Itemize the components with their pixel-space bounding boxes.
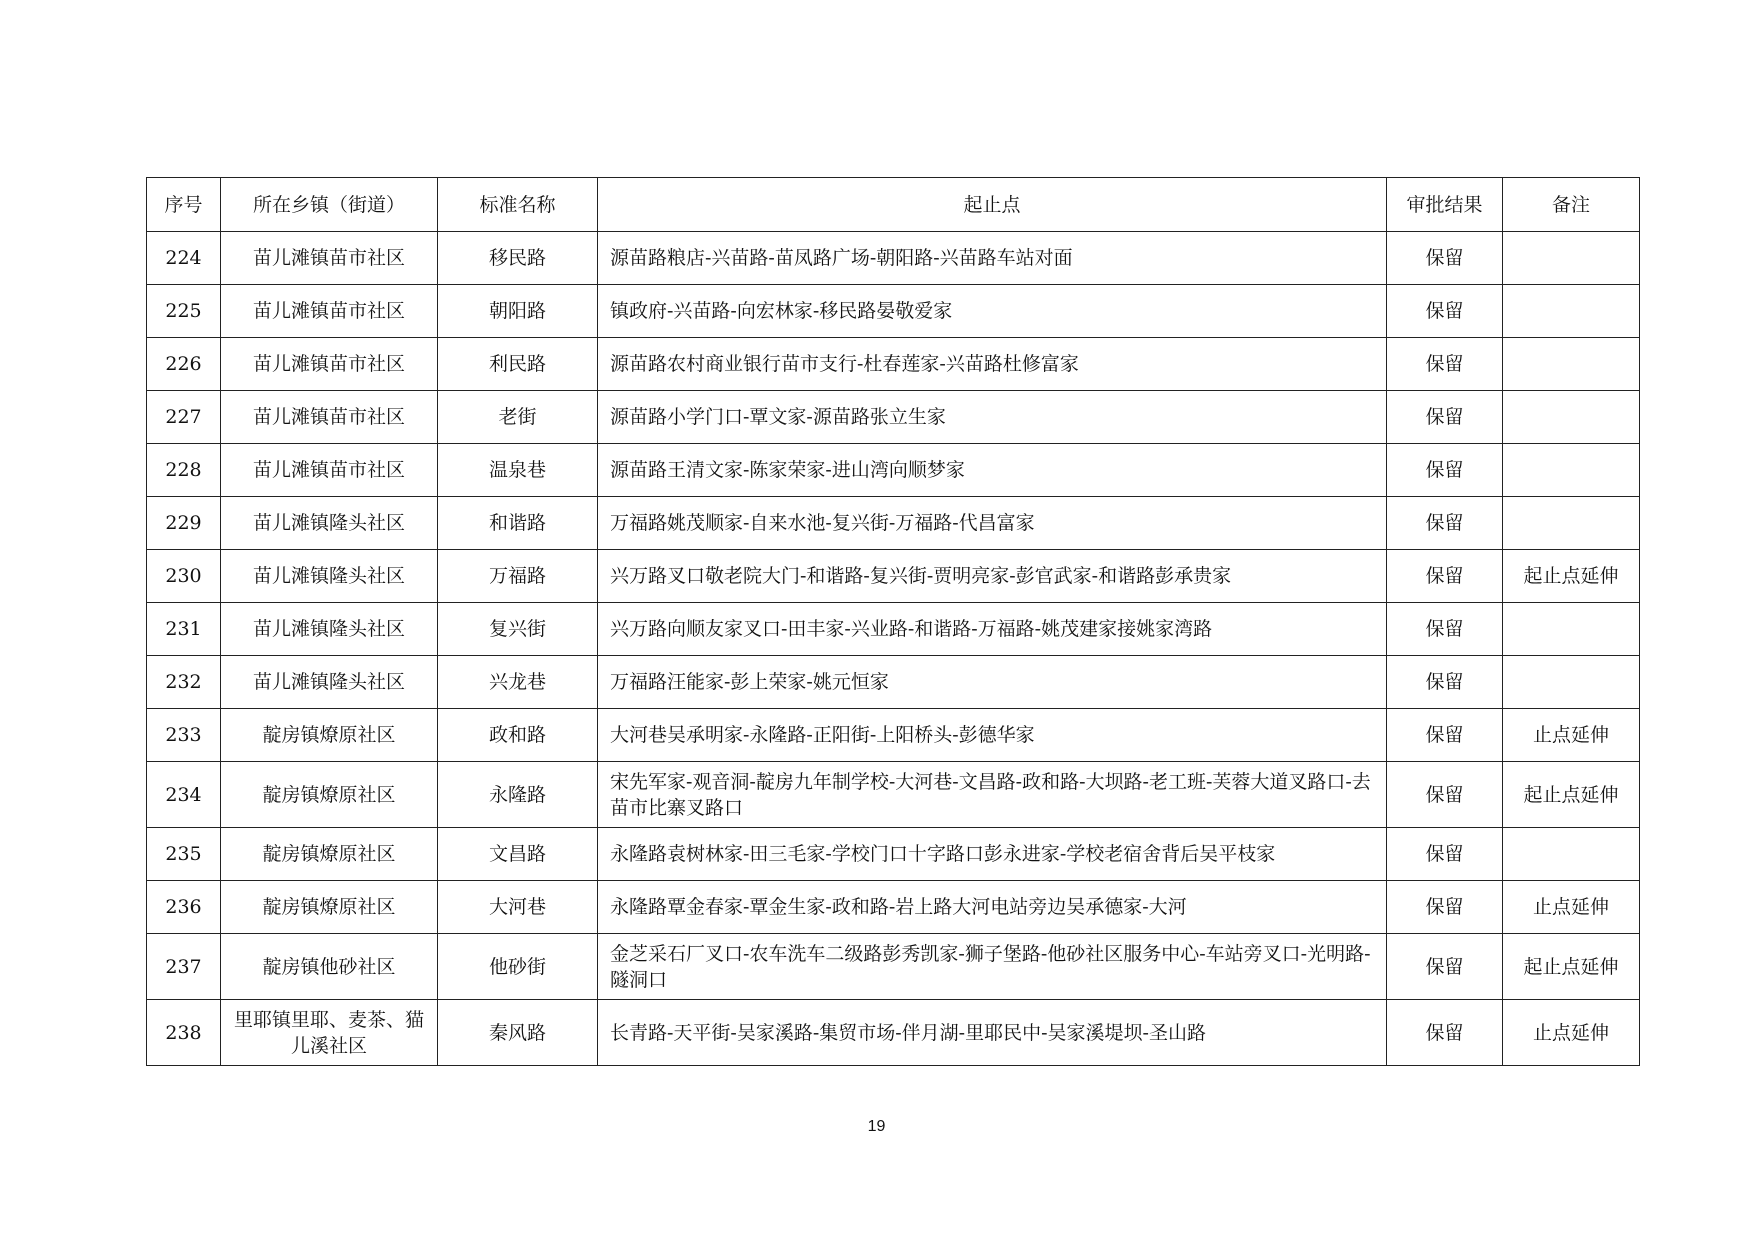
cell-index: 234 (147, 762, 221, 828)
table-row (147, 762, 1640, 828)
cell-index: 231 (147, 603, 221, 656)
cell-remark: 止点延伸 (1503, 881, 1640, 934)
header-result: 审批结果 (1387, 178, 1503, 232)
cell-result: 保留 (1387, 881, 1503, 934)
cell-remark: 止点延伸 (1503, 1000, 1640, 1066)
cell-township: 苗儿滩镇苗市社区 (221, 391, 438, 444)
cell-name: 永隆路 (438, 762, 598, 828)
cell-result: 保留 (1387, 762, 1503, 828)
header-remark: 备注 (1503, 178, 1640, 232)
cell-name: 兴龙巷 (438, 656, 598, 709)
cell-result: 保留 (1387, 603, 1503, 656)
cell-route: 源苗路王清文家-陈家荣家-进山湾向顺梦家 (598, 444, 1387, 497)
cell-name: 万福路 (438, 550, 598, 603)
cell-index: 230 (147, 550, 221, 603)
cell-township: 靛房镇燎原社区 (221, 828, 438, 881)
cell-result: 保留 (1387, 656, 1503, 709)
cell-township: 苗儿滩镇隆头社区 (221, 497, 438, 550)
cell-index: 224 (147, 232, 221, 285)
cell-name: 他砂街 (438, 934, 598, 1000)
header-route: 起止点 (598, 178, 1387, 232)
table-row (147, 285, 1640, 338)
cell-route: 永隆路袁树林家-田三毛家-学校门口十字路口彭永进家-学校老宿舍背后吴平枝家 (598, 828, 1387, 881)
cell-township: 靛房镇燎原社区 (221, 881, 438, 934)
cell-index: 229 (147, 497, 221, 550)
cell-township: 靛房镇燎原社区 (221, 762, 438, 828)
cell-route: 万福路姚茂顺家-自来水池-复兴街-万福路-代昌富家 (598, 497, 1387, 550)
cell-name: 文昌路 (438, 828, 598, 881)
cell-index: 235 (147, 828, 221, 881)
cell-result: 保留 (1387, 828, 1503, 881)
table-row (147, 881, 1640, 934)
page-number: 19 (867, 1118, 886, 1135)
table-row (147, 391, 1640, 444)
cell-index: 237 (147, 934, 221, 1000)
cell-remark (1503, 285, 1640, 338)
cell-result: 保留 (1387, 550, 1503, 603)
table-row (147, 550, 1640, 603)
cell-route: 金芝采石厂叉口-农车洗车二级路彭秀凯家-狮子堡路-他砂社区服务中心-车站旁叉口-光明路-隧洞口 (598, 934, 1387, 1000)
cell-index: 228 (147, 444, 221, 497)
cell-route: 万福路汪能家-彭上荣家-姚元恒家 (598, 656, 1387, 709)
cell-result: 保留 (1387, 444, 1503, 497)
cell-name: 温泉巷 (438, 444, 598, 497)
cell-name: 利民路 (438, 338, 598, 391)
cell-route: 大河巷吴承明家-永隆路-正阳街-上阳桥头-彭德华家 (598, 709, 1387, 762)
cell-route: 源苗路农村商业银行苗市支行-杜春莲家-兴苗路杜修富家 (598, 338, 1387, 391)
table-row (147, 603, 1640, 656)
cell-remark (1503, 338, 1640, 391)
cell-township: 苗儿滩镇苗市社区 (221, 338, 438, 391)
cell-route: 镇政府-兴苗路-向宏林家-移民路晏敬爱家 (598, 285, 1387, 338)
cell-remark (1503, 391, 1640, 444)
cell-township: 苗儿滩镇隆头社区 (221, 603, 438, 656)
cell-result: 保留 (1387, 285, 1503, 338)
table-row (147, 656, 1640, 709)
cell-result: 保留 (1387, 497, 1503, 550)
cell-route: 永隆路覃金春家-覃金生家-政和路-岩上路大河电站旁边吴承德家-大河 (598, 881, 1387, 934)
cell-township: 苗儿滩镇隆头社区 (221, 656, 438, 709)
cell-route: 宋先军家-观音洞-靛房九年制学校-大河巷-文昌路-政和路-大坝路-老工班-芙蓉大道叉路口-去苗市比寨叉路口 (598, 762, 1387, 828)
table-row (147, 338, 1640, 391)
cell-township: 靛房镇燎原社区 (221, 709, 438, 762)
cell-township: 靛房镇他砂社区 (221, 934, 438, 1000)
cell-result: 保留 (1387, 232, 1503, 285)
header-name: 标准名称 (438, 178, 598, 232)
cell-route: 兴万路叉口敬老院大门-和谐路-复兴街-贾明亮家-彭官武家-和谐路彭承贵家 (598, 550, 1387, 603)
cell-result: 保留 (1387, 934, 1503, 1000)
table-body (147, 232, 1640, 1066)
cell-remark (1503, 444, 1640, 497)
cell-name: 朝阳路 (438, 285, 598, 338)
table-row (147, 497, 1640, 550)
cell-index: 233 (147, 709, 221, 762)
cell-name: 移民路 (438, 232, 598, 285)
cell-index: 227 (147, 391, 221, 444)
cell-township: 苗儿滩镇苗市社区 (221, 285, 438, 338)
cell-name: 秦风路 (438, 1000, 598, 1066)
table-row (147, 828, 1640, 881)
cell-result: 保留 (1387, 709, 1503, 762)
table-row (147, 444, 1640, 497)
cell-remark: 止点延伸 (1503, 709, 1640, 762)
cell-route: 长青路-天平街-吴家溪路-集贸市场-伴月湖-里耶民中-吴家溪堤坝-圣山路 (598, 1000, 1387, 1066)
cell-index: 232 (147, 656, 221, 709)
table-header-row (147, 178, 1640, 232)
cell-result: 保留 (1387, 391, 1503, 444)
cell-remark (1503, 656, 1640, 709)
cell-name: 复兴街 (438, 603, 598, 656)
cell-result: 保留 (1387, 338, 1503, 391)
table-row (147, 1000, 1640, 1066)
table-row (147, 709, 1640, 762)
cell-township: 里耶镇里耶、麦茶、猫儿溪社区 (221, 1000, 438, 1066)
cell-name: 老街 (438, 391, 598, 444)
header-index: 序号 (147, 178, 221, 232)
cell-index: 238 (147, 1000, 221, 1066)
cell-result: 保留 (1387, 1000, 1503, 1066)
table-row (147, 232, 1640, 285)
cell-index: 225 (147, 285, 221, 338)
cell-name: 大河巷 (438, 881, 598, 934)
road-naming-table (146, 177, 1640, 1066)
cell-route: 源苗路粮店-兴苗路-苗凤路广场-朝阳路-兴苗路车站对面 (598, 232, 1387, 285)
cell-remark: 起止点延伸 (1503, 762, 1640, 828)
cell-remark: 起止点延伸 (1503, 550, 1640, 603)
cell-name: 和谐路 (438, 497, 598, 550)
cell-remark (1503, 603, 1640, 656)
cell-index: 226 (147, 338, 221, 391)
cell-route: 源苗路小学门口-覃文家-源苗路张立生家 (598, 391, 1387, 444)
cell-township: 苗儿滩镇苗市社区 (221, 444, 438, 497)
table-row (147, 934, 1640, 1000)
cell-name: 政和路 (438, 709, 598, 762)
header-township: 所在乡镇（街道） (221, 178, 438, 232)
cell-remark: 起止点延伸 (1503, 934, 1640, 1000)
cell-township: 苗儿滩镇苗市社区 (221, 232, 438, 285)
cell-township: 苗儿滩镇隆头社区 (221, 550, 438, 603)
cell-remark (1503, 828, 1640, 881)
cell-remark (1503, 232, 1640, 285)
cell-remark (1503, 497, 1640, 550)
cell-index: 236 (147, 881, 221, 934)
cell-route: 兴万路向顺友家叉口-田丰家-兴业路-和谐路-万福路-姚茂建家接姚家湾路 (598, 603, 1387, 656)
